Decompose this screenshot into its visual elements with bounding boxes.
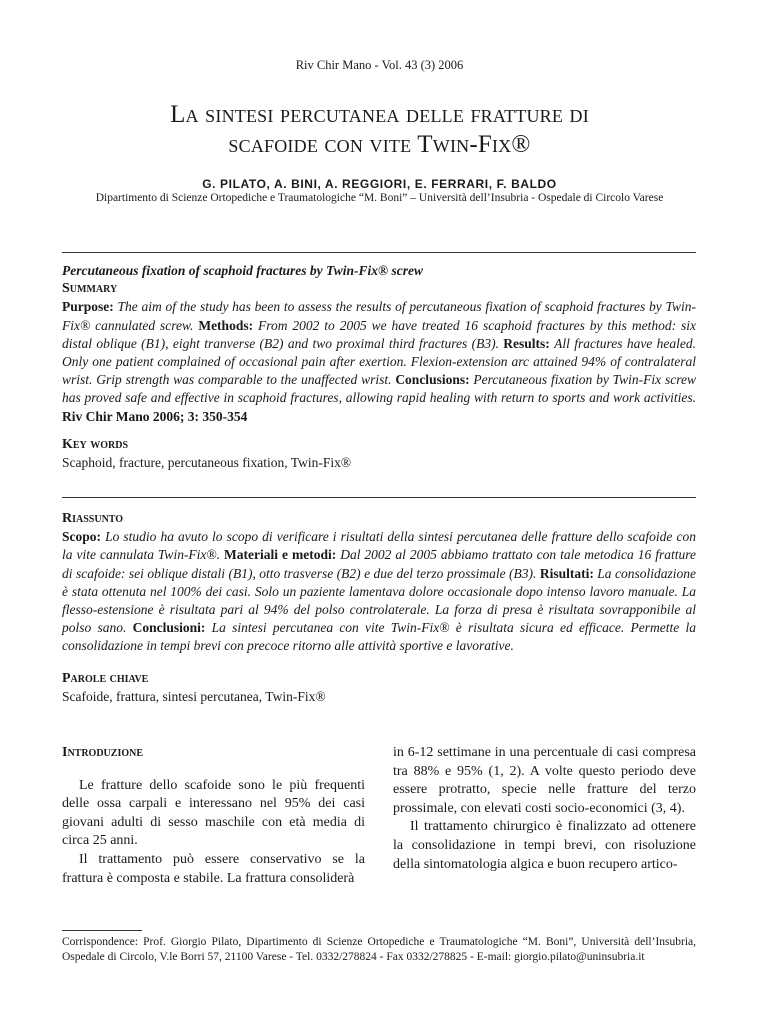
correspondence-footnote: Corrispondence: Prof. Giorgio Pilato, Dipartimento di Scienze Ortopediche e Traumatologiche “M. Boni”, Università dell’Insubria, Ospedale di Circolo, V.le Borri 57, 21100 Varese - Tel. 0332/278824 - Fax 0332/278825 - E-mail: giorgio.pilato@uninsubria.it bbox=[62, 936, 696, 963]
authors: G. PILATO, A. BINI, A. REGGIORI, E. FERRARI, F. BALDO bbox=[202, 177, 557, 191]
italian-abstract bbox=[62, 510, 696, 656]
column-left bbox=[62, 744, 365, 888]
metodi-label: Materiali e metodi: bbox=[224, 547, 341, 563]
results-text: All fractures have healed. Only one patient complained of occasional pain after exertion. Flexion-extension arc attained 94% of contralateral wrist. Grip strength was comparable to the unaffected wrist. bbox=[62, 335, 696, 388]
affiliation: Dipartimento di Scienze Ortopediche e Traumatologiche “M. Boni” – Università dell’Insubria - Ospedale di Circolo Varese bbox=[95, 192, 664, 204]
italian-keywords bbox=[62, 670, 696, 706]
conclusions-label: Conclusions: bbox=[395, 372, 474, 388]
divider-middle bbox=[62, 497, 696, 498]
paper-title bbox=[40, 100, 719, 160]
risultati-label: Risultati: bbox=[539, 565, 598, 581]
title-line-2: scafoide con vite Twin-Fix® bbox=[228, 131, 531, 158]
intro-paragraph-1: Le fratture dello scafoide sono le più frequenti delle ossa carpali e interessano nel 95% dei casi giovani adulti di sesso maschile con età media di circa 25 anni. bbox=[62, 777, 365, 849]
english-abstract-body bbox=[62, 298, 696, 425]
column-right bbox=[393, 744, 696, 874]
title-line-1: La sintesi percutanea delle fratture di bbox=[170, 101, 589, 128]
footnote-divider bbox=[62, 930, 142, 931]
italian-abstract-body bbox=[62, 528, 696, 655]
purpose-text: The aim of the study has been to assess the results of percutaneous fixation of scaphoid fractures by Twin-Fix® cannulated screw. bbox=[62, 299, 697, 333]
riassunto-heading: Riassunto bbox=[62, 511, 124, 526]
methods-text: From 2002 to 2005 we have treated 16 scaphoid fractures by this method: six distal oblique (B1), eight tranverse (B2) and two proximal third fractures (B3). bbox=[62, 317, 696, 351]
keywords-text: Scaphoid, fracture, percutaneous fixation, Twin-Fix® bbox=[62, 455, 352, 471]
metodi-text: Dal 2002 al 2005 abbiamo trattato con tale metodica 16 fratture di scafoide: sei oblique distali (B1), otto trasverse (B2) e due del terzo prossimale (B3). bbox=[62, 547, 697, 581]
divider-top bbox=[62, 252, 696, 253]
summary-heading: Summary bbox=[62, 281, 118, 297]
intro-paragraph-3: in 6-12 settimane in una percentuale di casi compresa tra 88% e 95% (1, 2). A volte questo periodo deve essere protratto, specie nelle fratture del terzo prossimale, con elevati costi socio-economici (3, 4). bbox=[393, 745, 696, 816]
journal-header: Riv Chir Mano - Vol. 43 (3) 2006 bbox=[295, 58, 464, 72]
results-label: Results: bbox=[503, 335, 555, 351]
conclusions-text: Percutaneous fixation by Twin-Fix screw has proved safe and effective in scaphoid fractures, allowing rapid healing with return to sports and work activities. bbox=[62, 372, 696, 406]
conclusioni-text: La sintesi percutanea con vite Twin-Fix® è risultata sicura ed efficace. Permette la consolidazione in tempi brevi con precoce ritorno alle attività sportive e lavorative. bbox=[62, 620, 696, 654]
english-title: Percutaneous fixation of scaphoid fractures by Twin-Fix® screw bbox=[62, 263, 423, 278]
scopo-text: Lo studio ha avuto lo scopo di verificare i risultati della sintesi percutanea delle fratture dello scafoide con la vite cannulata Twin-Fix®. bbox=[62, 529, 696, 563]
scopo-label: Scopo: bbox=[62, 529, 106, 545]
intro-heading: Introduzione bbox=[62, 745, 144, 760]
english-keywords bbox=[62, 436, 696, 472]
intro-paragraph-2: Il trattamento può essere conservativo se la frattura è composta e stabile. La frattura consoliderà bbox=[62, 851, 365, 886]
methods-label: Methods: bbox=[198, 317, 258, 333]
english-abstract bbox=[62, 262, 696, 426]
parole-chiave-text: Scafoide, frattura, sintesi percutanea, Twin-Fix® bbox=[62, 689, 326, 705]
purpose-label: Purpose: bbox=[62, 299, 118, 315]
intro-paragraph-4: Il trattamento chirurgico è finalizzato ad ottenere la consolidazione in tempi brevi, con risoluzione della sintomatologia algica e buon recupero artico- bbox=[393, 819, 696, 872]
risultati-text: La consolidazione è stata ottenuta nel 100% dei casi. Solo un paziente lamentava dolore occasionale dopo intenso lavoro manuale. La flesso-estensione è risultata pari al 94% del polso controlaterale. La forza di presa è risultata sovrapponibile al polso sano. bbox=[62, 565, 696, 636]
parole-chiave-heading: Parole chiave bbox=[62, 671, 149, 686]
keywords-heading: Key words bbox=[62, 437, 129, 452]
conclusioni-label: Conclusioni: bbox=[132, 620, 212, 636]
citation: Riv Chir Mano 2006; 3: 350-354 bbox=[62, 408, 248, 424]
